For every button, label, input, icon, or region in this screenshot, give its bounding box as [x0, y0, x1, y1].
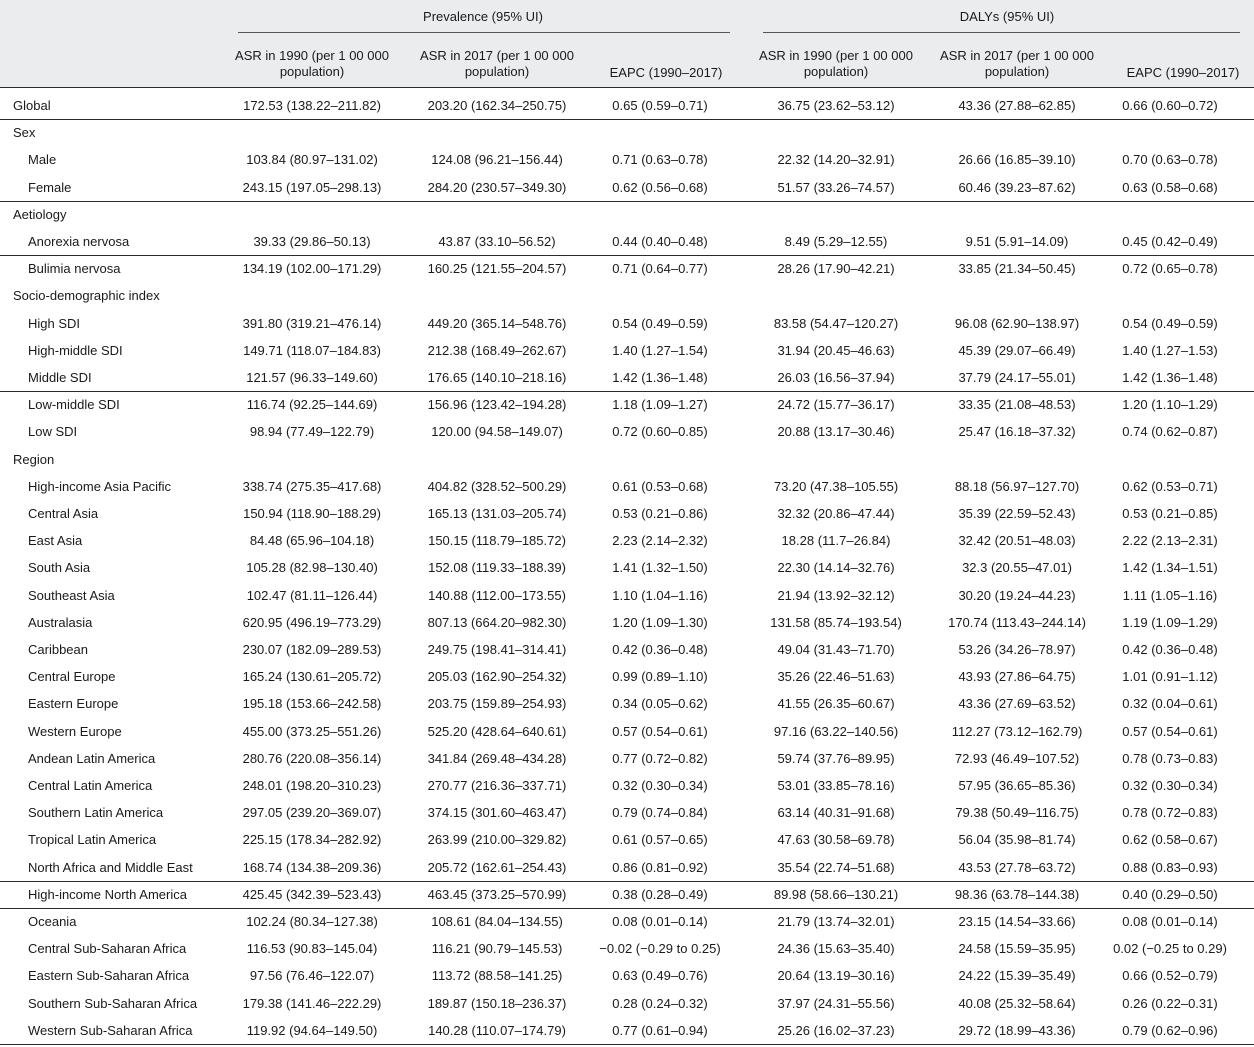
prev-eapc-cell: 0.71 (0.63–0.78): [612, 152, 708, 168]
prev-asr2017-cell: 176.65 (140.10–218.16): [427, 370, 567, 385]
table-bottom-rule: [0, 1044, 1254, 1045]
daly-eapc-cell: 0.78 (0.72–0.83): [1122, 805, 1218, 821]
prev-asr1990-cell: 98.94 (77.49–122.79): [249, 424, 375, 440]
daly-asr2017-cell: 25.47 (16.18–37.32): [958, 424, 1076, 440]
prev-eapc-cell: 0.08 (0.01–0.14): [612, 914, 708, 929]
col-header-daly-asr2017: ASR in 2017 (per 1 00 000 population): [940, 48, 1094, 79]
daly-asr1990-cell: 20.64 (13.19–30.16): [777, 968, 895, 984]
row-label: High-income North America: [28, 886, 187, 902]
prev-asr2017-cell: 108.61 (84.04–134.55): [431, 914, 563, 929]
prev-eapc-cell: 0.42 (0.36–0.48): [612, 642, 708, 657]
daly-asr2017-cell: 9.51 (5.91–14.09): [965, 234, 1069, 249]
prev-asr1990-cell: 195.18 (153.66–242.58): [242, 696, 382, 712]
daly-eapc-cell: 0.66 (0.52–0.79): [1122, 968, 1218, 984]
prev-eapc-cell: 0.72 (0.60–0.85): [612, 424, 708, 440]
prev-asr2017-cell: 404.82 (328.52–500.29): [427, 478, 567, 494]
prev-asr1990-cell: 225.15 (178.34–282.92): [242, 832, 382, 848]
row-label: High-income Asia Pacific: [28, 478, 172, 494]
daly-asr1990-cell: 37.97 (24.31–55.56): [777, 995, 895, 1011]
daly-asr2017-cell: 57.95 (36.65–85.36): [958, 778, 1076, 793]
daly-asr2017-cell: 170.74 (113.43–244.14): [948, 614, 1086, 630]
row-label: Low SDI: [28, 424, 78, 440]
daly-eapc-cell: 1.20 (1.10–1.29): [1122, 397, 1218, 413]
daly-asr1990-cell: 97.16 (63.22–140.56): [773, 723, 899, 739]
row-label: Eastern Europe: [28, 696, 119, 712]
prev-asr2017-cell: 116.21 (90.79–145.53): [431, 941, 563, 957]
daly-eapc-cell: 0.72 (0.65–0.78): [1122, 261, 1218, 277]
row-label: Southern Latin America: [28, 805, 164, 821]
prev-eapc-cell: 1.18 (1.09–1.27): [612, 397, 708, 413]
daly-asr1990-cell: 47.63 (30.58–69.78): [777, 832, 895, 848]
daly-asr1990-cell: 28.26 (17.90–42.21): [777, 261, 895, 277]
prev-asr2017-cell: 341.84 (269.48–434.28): [427, 750, 567, 766]
row-label: Caribbean: [28, 642, 88, 657]
prev-asr1990-cell: 425.45 (342.39–523.43): [242, 886, 382, 902]
daly-asr2017-cell: 26.66 (16.85–39.10): [958, 152, 1076, 168]
daly-asr1990-cell: 22.30 (14.14–32.76): [777, 560, 895, 576]
prev-asr1990-cell: 391.80 (319.21–476.14): [242, 315, 382, 331]
daly-asr1990-cell: 24.36 (15.63–35.40): [777, 941, 895, 957]
daly-asr1990-cell: 73.20 (47.38–105.55): [773, 478, 899, 494]
daly-eapc-cell: 1.42 (1.36–1.48): [1122, 370, 1218, 385]
header-rule: [0, 87, 1254, 88]
row-label: Global: [13, 98, 51, 113]
daly-eapc-cell: 0.32 (0.30–0.34): [1122, 778, 1218, 793]
col-header-prev-asr1990: ASR in 1990 (per 1 00 000 population): [235, 48, 389, 79]
row-label: Southeast Asia: [28, 587, 115, 603]
prev-asr1990-cell: 168.74 (134.38–209.36): [242, 859, 382, 875]
prev-eapc-cell: 1.42 (1.36–1.48): [612, 370, 708, 385]
daly-asr2017-cell: 96.08 (62.90–138.97): [954, 315, 1080, 331]
prev-asr1990-cell: 297.05 (239.20–369.07): [242, 805, 382, 821]
prev-asr2017-cell: 263.99 (210.00–329.82): [427, 832, 567, 848]
row-rule: [0, 391, 1254, 392]
daly-eapc-cell: 0.08 (0.01–0.14): [1122, 914, 1218, 929]
prev-eapc-cell: −0.02 (−0.29 to 0.25): [599, 941, 721, 957]
daly-asr1990-cell: 36.75 (23.62–53.12): [777, 98, 895, 113]
daly-asr2017-cell: 23.15 (14.54–33.66): [958, 914, 1076, 929]
daly-asr2017-cell: 35.39 (22.59–52.43): [958, 506, 1076, 521]
prev-asr2017-cell: 807.13 (664.20–982.30): [427, 614, 567, 630]
prev-eapc-cell: 0.71 (0.64–0.77): [612, 261, 708, 277]
daly-asr2017-cell: 88.18 (56.97–127.70): [954, 478, 1080, 494]
prev-asr2017-cell: 43.87 (33.10–56.52): [438, 234, 556, 249]
prev-asr2017-cell: 205.03 (162.90–254.32): [427, 669, 567, 685]
prev-asr1990-cell: 121.57 (96.33–149.60): [246, 370, 378, 385]
daly-eapc-cell: 1.42 (1.34–1.51): [1122, 560, 1218, 576]
daly-asr1990-cell: 20.88 (13.17–30.46): [777, 424, 895, 440]
row-label: North Africa and Middle East: [28, 859, 193, 875]
row-rule: [0, 908, 1254, 909]
daly-asr2017-cell: 98.36 (63.78–144.38): [954, 886, 1080, 902]
col-header-prev-eapc: EAPC (1990–2017): [609, 65, 723, 80]
row-label: South Asia: [28, 560, 91, 576]
daly-asr1990-cell: 25.26 (16.02–37.23): [777, 1022, 895, 1038]
prev-asr1990-cell: 455.00 (373.25–551.26): [242, 723, 382, 739]
prev-asr1990-cell: 248.01 (198.20–310.23): [242, 778, 382, 793]
daly-eapc-cell: 2.22 (2.13–2.31): [1122, 533, 1218, 549]
prev-asr1990-cell: 84.48 (65.96–104.18): [249, 533, 375, 549]
prev-asr2017-cell: 150.15 (118.79–185.72): [428, 533, 566, 549]
prev-eapc-cell: 0.65 (0.59–0.71): [612, 98, 708, 113]
prev-eapc-cell: 1.41 (1.32–1.50): [612, 560, 708, 576]
row-rule: [0, 255, 1254, 256]
daly-asr1990-cell: 41.55 (26.35–60.67): [777, 696, 895, 712]
prev-asr2017-cell: 203.75 (159.89–254.93): [427, 696, 567, 712]
prev-asr1990-cell: 102.47 (81.11–126.44): [246, 587, 378, 603]
row-label: Anorexia nervosa: [28, 234, 130, 249]
prev-asr1990-cell: 165.24 (130.61–205.72): [242, 669, 382, 685]
row-label: Male: [28, 152, 57, 168]
row-label: Andean Latin America: [28, 750, 156, 766]
daly-asr2017-cell: 112.27 (73.12–162.79): [951, 723, 1083, 739]
prev-asr1990-cell: 338.74 (275.35–417.68): [242, 478, 382, 494]
daly-asr1990-cell: 26.03 (16.56–37.94): [777, 370, 895, 385]
prev-asr2017-cell: 525.20 (428.64–640.61): [427, 723, 567, 739]
prev-asr1990-cell: 172.53 (138.22–211.82): [243, 98, 381, 113]
prev-asr2017-cell: 165.13 (131.03–205.74): [427, 506, 567, 521]
prev-asr2017-cell: 156.96 (123.42–194.28): [427, 397, 567, 413]
prev-asr1990-cell: 230.07 (182.09–289.53): [242, 642, 382, 657]
prev-asr1990-cell: 103.84 (80.97–131.02): [246, 152, 378, 168]
prev-asr1990-cell: 280.76 (220.08–356.14): [242, 750, 382, 766]
prev-eapc-cell: 0.61 (0.57–0.65): [612, 832, 708, 848]
prev-eapc-cell: 0.44 (0.40–0.48): [612, 234, 708, 249]
daly-eapc-cell: 0.62 (0.53–0.71): [1122, 478, 1218, 494]
col-header-daly-eapc: EAPC (1990–2017): [1126, 65, 1240, 80]
prev-asr2017-cell: 463.45 (373.25–570.99): [427, 886, 567, 902]
daly-asr2017-cell: 79.38 (50.49–116.75): [955, 805, 1079, 821]
daly-eapc-cell: 0.66 (0.60–0.72): [1122, 98, 1218, 113]
prev-eapc-cell: 0.34 (0.05–0.62): [612, 696, 708, 712]
daly-asr1990-cell: 63.14 (40.31–91.68): [777, 805, 895, 821]
col-header-prev-asr2017: ASR in 2017 (per 1 00 000 population): [420, 48, 574, 79]
row-label: Female: [28, 179, 72, 195]
daly-eapc-cell: 0.02 (−0.25 to 0.29): [1113, 941, 1227, 957]
prev-eapc-cell: 1.40 (1.27–1.54): [612, 342, 708, 358]
daly-eapc-cell: 0.79 (0.62–0.96): [1122, 1022, 1218, 1038]
daly-asr1990-cell: 21.94 (13.92–32.12): [777, 587, 895, 603]
prev-eapc-cell: 0.32 (0.30–0.34): [612, 778, 708, 793]
prev-eapc-cell: 0.77 (0.61–0.94): [612, 1022, 708, 1038]
daly-eapc-cell: 0.57 (0.54–0.61): [1122, 723, 1218, 739]
daly-asr1990-cell: 35.54 (22.74–51.68): [777, 859, 895, 875]
row-label: Oceania: [28, 914, 77, 929]
daly-asr1990-cell: 51.57 (33.26–74.57): [777, 179, 895, 195]
daly-asr1990-cell: 8.49 (5.29–12.55): [784, 234, 888, 249]
daly-asr1990-cell: 59.74 (37.76–89.95): [777, 750, 895, 766]
prev-asr2017-cell: 374.15 (301.60–463.47): [427, 805, 567, 821]
prev-asr1990-cell: 179.38 (141.46–222.29): [242, 995, 382, 1011]
daly-asr1990-cell: 24.72 (15.77–36.17): [777, 397, 895, 413]
prev-eapc-cell: 2.23 (2.14–2.32): [612, 533, 708, 549]
daly-eapc-cell: 0.70 (0.63–0.78): [1122, 152, 1218, 168]
daly-asr2017-cell: 45.39 (29.07–66.49): [958, 342, 1076, 358]
daly-eapc-cell: 0.88 (0.83–0.93): [1122, 859, 1218, 875]
daly-asr2017-cell: 33.85 (21.34–50.45): [958, 261, 1076, 277]
daly-asr2017-cell: 24.22 (15.39–35.49): [958, 968, 1076, 984]
prev-asr1990-cell: 620.95 (496.19–773.29): [242, 614, 382, 630]
row-label: Australasia: [28, 614, 93, 630]
row-label: Western Sub-Saharan Africa: [28, 1022, 193, 1038]
row-label: Central Europe: [28, 669, 116, 685]
row-label: Central Latin America: [28, 778, 153, 793]
prev-asr1990-cell: 150.94 (118.90–188.29): [243, 506, 381, 521]
prev-eapc-cell: 0.79 (0.74–0.84): [612, 805, 708, 821]
row-label: East Asia: [28, 533, 83, 549]
prev-eapc-cell: 0.53 (0.21–0.86): [612, 506, 708, 521]
daly-asr1990-cell: 31.94 (20.45–46.63): [777, 342, 895, 358]
prev-asr2017-cell: 160.25 (121.55–204.57): [427, 261, 567, 277]
row-label: Tropical Latin America: [28, 832, 157, 848]
daly-asr2017-cell: 30.20 (19.24–44.23): [958, 587, 1076, 603]
prev-asr1990-cell: 116.53 (90.83–145.04): [246, 941, 378, 957]
prev-asr2017-cell: 212.38 (168.49–262.67): [427, 342, 567, 358]
daly-asr2017-cell: 60.46 (39.23–87.62): [958, 179, 1076, 195]
row-label: Eastern Sub-Saharan Africa: [28, 968, 190, 984]
prev-eapc-cell: 1.10 (1.04–1.16): [612, 587, 708, 603]
daly-eapc-cell: 1.01 (0.91–1.12): [1122, 669, 1218, 685]
daly-eapc-cell: 0.32 (0.04–0.61): [1122, 696, 1218, 712]
daly-asr1990-cell: 18.28 (11.7–26.84): [781, 533, 891, 549]
daly-asr1990-cell: 35.26 (22.46–51.63): [777, 669, 895, 685]
daly-eapc-cell: 0.63 (0.58–0.68): [1122, 179, 1218, 195]
prev-eapc-cell: 0.62 (0.56–0.68): [612, 179, 708, 195]
prev-asr1990-cell: 97.56 (76.46–122.07): [249, 968, 375, 984]
row-label: Central Sub-Saharan Africa: [28, 941, 187, 957]
prev-eapc-cell: 1.20 (1.09–1.30): [612, 614, 708, 630]
daly-asr2017-cell: 43.36 (27.88–62.85): [958, 98, 1076, 113]
prev-asr2017-cell: 140.88 (112.00–173.55): [428, 587, 566, 603]
daly-eapc-cell: 0.26 (0.22–0.31): [1122, 995, 1218, 1011]
group-rule-prevalence: [238, 32, 730, 33]
row-label: Middle SDI: [28, 370, 92, 385]
prev-asr1990-cell: 119.92 (94.64–149.50): [246, 1022, 378, 1038]
row-label: Central Asia: [28, 506, 99, 521]
daly-eapc-cell: 1.11 (1.05–1.16): [1122, 587, 1218, 603]
section-label: Region: [13, 451, 55, 467]
row-label: Western Europe: [28, 723, 122, 739]
daly-asr2017-cell: 40.08 (25.32–58.64): [958, 995, 1076, 1011]
prev-eapc-cell: 0.54 (0.49–0.59): [612, 315, 708, 331]
prev-asr2017-cell: 205.72 (162.61–254.43): [427, 859, 567, 875]
daly-eapc-cell: 0.45 (0.42–0.49): [1122, 234, 1218, 249]
row-label: Southern Sub-Saharan Africa: [28, 995, 198, 1011]
daly-asr2017-cell: 72.93 (46.49–107.52): [954, 750, 1080, 766]
prev-eapc-cell: 0.28 (0.24–0.32): [612, 995, 708, 1011]
daly-asr2017-cell: 37.79 (24.17–55.01): [958, 370, 1076, 385]
daly-asr1990-cell: 53.01 (33.85–78.16): [777, 778, 895, 793]
daly-eapc-cell: 0.42 (0.36–0.48): [1122, 642, 1218, 657]
group-rule-dalys: [763, 32, 1240, 33]
daly-eapc-cell: 0.62 (0.58–0.67): [1122, 832, 1218, 848]
prev-asr1990-cell: 134.19 (102.00–171.29): [242, 261, 382, 277]
daly-asr2017-cell: 33.35 (21.08–48.53): [958, 397, 1076, 413]
prev-eapc-cell: 0.86 (0.81–0.92): [612, 859, 708, 875]
daly-asr1990-cell: 21.79 (13.74–32.01): [777, 914, 895, 929]
prev-asr1990-cell: 243.15 (197.05–298.13): [242, 179, 382, 195]
daly-asr1990-cell: 83.58 (54.47–120.27): [773, 315, 899, 331]
daly-asr2017-cell: 32.42 (20.51–48.03): [958, 533, 1076, 549]
daly-asr2017-cell: 56.04 (35.98–81.74): [958, 832, 1076, 848]
prev-asr2017-cell: 249.75 (198.41–314.41): [427, 642, 567, 657]
daly-eapc-cell: 1.40 (1.27–1.53): [1122, 342, 1218, 358]
col-header-daly-asr1990: ASR in 1990 (per 1 00 000 population): [759, 48, 913, 79]
prev-eapc-cell: 0.77 (0.72–0.82): [612, 750, 708, 766]
prev-eapc-cell: 0.99 (0.89–1.10): [612, 669, 708, 685]
daly-asr2017-cell: 43.53 (27.78–63.72): [958, 859, 1076, 875]
daly-asr1990-cell: 89.98 (58.66–130.21): [773, 886, 899, 902]
prev-asr2017-cell: 113.72 (88.58–141.25): [431, 968, 563, 984]
prev-asr1990-cell: 116.74 (92.25–144.69): [246, 397, 378, 413]
daly-eapc-cell: 1.19 (1.09–1.29): [1122, 614, 1218, 630]
section-label: Sex: [13, 125, 36, 141]
prev-eapc-cell: 0.61 (0.53–0.68): [612, 478, 708, 494]
row-rule: [0, 119, 1254, 120]
daly-asr1990-cell: 32.32 (20.86–47.44): [777, 506, 895, 521]
daly-asr2017-cell: 43.93 (27.86–64.75): [958, 669, 1076, 685]
daly-asr2017-cell: 24.58 (15.59–35.95): [958, 941, 1076, 957]
row-label: Bulimia nervosa: [28, 261, 121, 277]
prev-eapc-cell: 0.63 (0.49–0.76): [612, 968, 708, 984]
daly-asr1990-cell: 131.58 (85.74–193.54): [770, 614, 902, 630]
prev-asr1990-cell: 149.71 (118.07–184.83): [243, 342, 381, 358]
row-rule: [0, 881, 1254, 882]
row-label: High-middle SDI: [28, 342, 123, 358]
daly-eapc-cell: 0.74 (0.62–0.87): [1122, 424, 1218, 440]
daly-eapc-cell: 0.40 (0.29–0.50): [1122, 886, 1218, 902]
daly-asr2017-cell: 43.36 (27.69–63.52): [958, 696, 1076, 712]
daly-eapc-cell: 0.54 (0.49–0.59): [1122, 315, 1218, 331]
row-label: High SDI: [28, 315, 81, 331]
daly-eapc-cell: 0.53 (0.21–0.85): [1122, 506, 1218, 521]
prev-eapc-cell: 0.57 (0.54–0.61): [612, 723, 708, 739]
prev-asr2017-cell: 449.20 (365.14–548.76): [427, 315, 567, 331]
prev-asr1990-cell: 39.33 (29.86–50.13): [253, 234, 371, 249]
row-label: Low-middle SDI: [28, 397, 120, 413]
prev-asr1990-cell: 102.24 (80.34–127.38): [246, 914, 378, 929]
prev-asr2017-cell: 152.08 (119.33–188.39): [428, 560, 566, 576]
prev-asr2017-cell: 284.20 (230.57–349.30): [427, 179, 567, 195]
prev-asr2017-cell: 189.87 (150.18–236.37): [427, 995, 567, 1011]
prev-asr2017-cell: 140.28 (110.07–174.79): [428, 1022, 566, 1038]
section-label: Aetiology: [13, 206, 67, 222]
prev-asr1990-cell: 105.28 (82.98–130.40): [246, 560, 378, 576]
daly-asr2017-cell: 32.3 (20.55–47.01): [962, 560, 1072, 576]
prev-asr2017-cell: 203.20 (162.34–250.75): [427, 98, 567, 113]
daly-asr2017-cell: 29.72 (18.99–43.36): [958, 1022, 1076, 1038]
group-header-dalys: DALYs (95% UI): [959, 9, 1055, 24]
daly-asr1990-cell: 22.32 (14.20–32.91): [777, 152, 895, 168]
section-label: Socio-demographic index: [13, 288, 160, 304]
group-header-prevalence: Prevalence (95% UI): [423, 9, 543, 24]
prev-asr2017-cell: 120.00 (94.58–149.07): [431, 424, 563, 440]
table-header: [0, 0, 1254, 88]
prev-asr2017-cell: 124.08 (96.21–156.44): [431, 152, 563, 168]
daly-asr2017-cell: 53.26 (34.26–78.97): [958, 642, 1076, 657]
prev-asr2017-cell: 270.77 (216.36–337.71): [427, 778, 567, 793]
row-rule: [0, 201, 1254, 202]
prev-eapc-cell: 0.38 (0.28–0.49): [612, 886, 708, 902]
daly-asr1990-cell: 49.04 (31.43–71.70): [777, 642, 895, 657]
daly-eapc-cell: 0.78 (0.73–0.83): [1122, 750, 1218, 766]
